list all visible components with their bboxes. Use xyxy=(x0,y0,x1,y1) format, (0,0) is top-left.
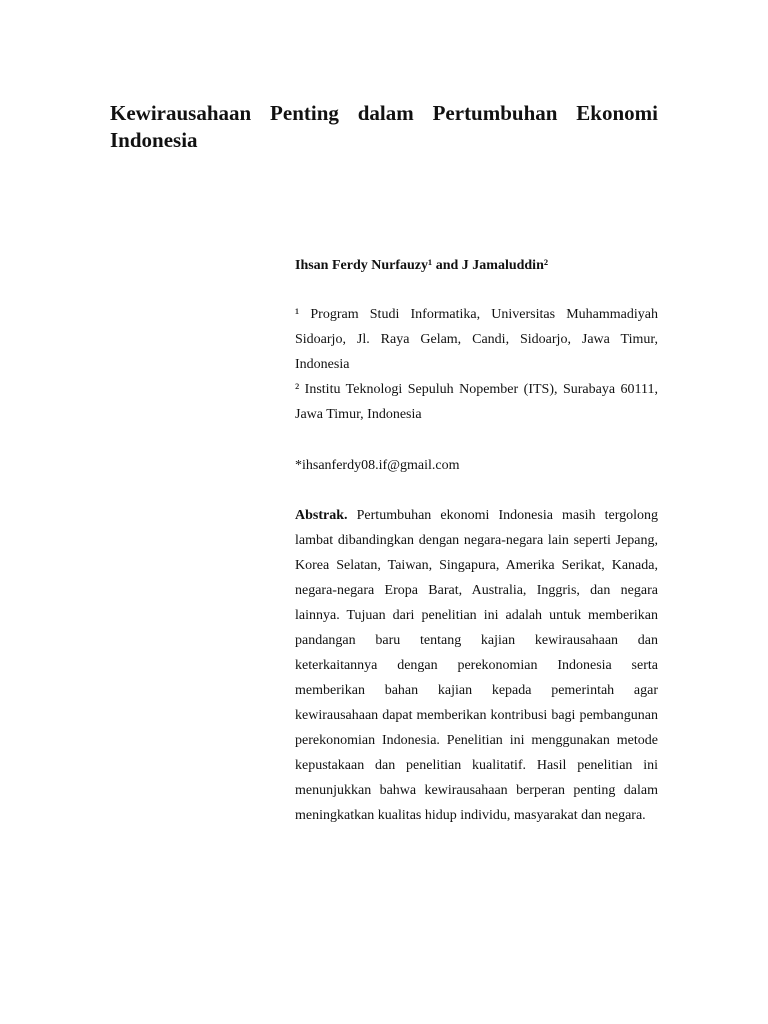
affiliation-1: ¹ Program Studi Informatika, Universitas Muhammadiyah Sidoarjo, Jl. Raya Gelam, Candi, Sidoarjo, Jawa Timur, Indonesia xyxy=(295,307,658,372)
paper-title: Kewirausahaan Penting dalam Pertumbuhan Ekonomi Indonesia xyxy=(110,101,658,152)
corresponding-email: *ihsanferdy08.if@gmail.com xyxy=(295,458,460,473)
abstract-label: Abstrak. xyxy=(295,508,348,523)
abstract xyxy=(295,503,658,828)
affiliation-2: ² Institu Teknologi Sepuluh Nopember (ITS), Surabaya 60111, Jawa Timur, Indonesia xyxy=(295,382,658,422)
abstract-text: Pertumbuhan ekonomi Indonesia masih tergolong lambat dibandingkan dengan negara-negara lain seperti Jepang, Korea Selatan, Taiwan, Singapura, Amerika Serikat, Kanada, negara-negara Eropa Barat, Australia, Inggris, dan negara lainnya. Tujuan dari penelitian ini adalah untuk memberikan pandangan baru tentang kajian kewirausahaan dan keterkaitannya dengan perekonomian Indonesia serta memberikan bahan kajian kepada pemerintah agar kewirausahaan dapat memberikan kontribusi bagi pembangunan perekonomian Indonesia. Penelitian ini menggunakan metode kepustakaan dan penelitian kualitatif. Hasil penelitian ini menunjukkan bahwa kewirausahaan berperan penting dalam meningkatkan kualitas hidup individu, masyarakat dan negara. xyxy=(295,508,659,823)
author-list: Ihsan Ferdy Nurfauzy¹ and J Jamaluddin² xyxy=(295,258,549,273)
